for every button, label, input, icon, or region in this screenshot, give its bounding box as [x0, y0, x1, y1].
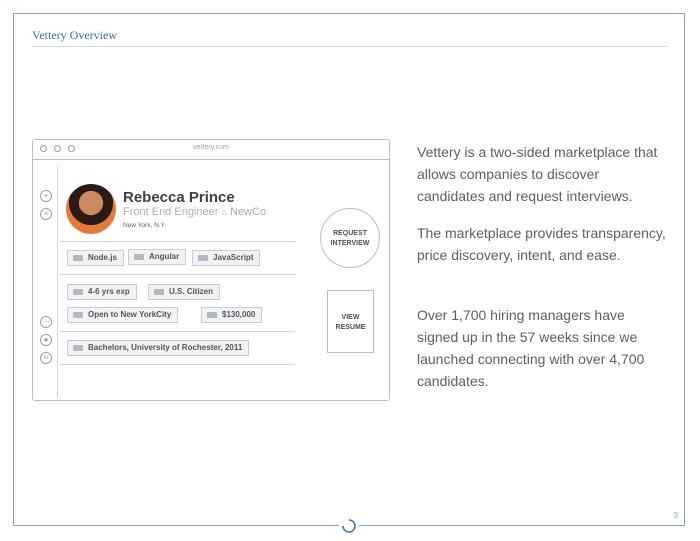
building-icon: ⌂: [221, 207, 227, 217]
title-divider: [32, 46, 668, 47]
folder-icon: [134, 254, 144, 260]
view-resume-button[interactable]: VIEW RESUME: [327, 290, 374, 353]
more-icon[interactable]: ⋯: [42, 317, 50, 326]
description-paragraph: The marketplace provides transparency, price discovery, intent, and ease.: [417, 225, 666, 263]
skill-tag: Node.js: [67, 250, 124, 266]
pin-icon: [73, 312, 83, 318]
education-icon: [73, 345, 83, 351]
github-icon[interactable]: ●: [40, 334, 52, 346]
candidate-name: Rebecca Prince: [123, 189, 235, 206]
citizenship-tag: U.S. Citizen: [148, 284, 220, 300]
company-name: NewCo: [229, 206, 267, 218]
section-divider: [59, 241, 295, 242]
skill-tag: JavaScript: [192, 250, 260, 266]
flag-icon: [154, 289, 164, 295]
dollar-icon: [207, 312, 217, 318]
section-divider: [59, 274, 295, 275]
request-interview-button[interactable]: REQUEST INTERVIEW: [320, 208, 380, 268]
skill-tag: Angular: [128, 249, 186, 265]
candidate-role: [123, 206, 266, 218]
section-divider: [59, 331, 295, 332]
add-icon[interactable]: +: [40, 190, 52, 202]
folder-icon: [198, 255, 208, 261]
location-preference-tag: Open to New YorkCity: [67, 307, 178, 323]
slide-title: Vettery Overview: [32, 28, 117, 42]
browser-toolbar: [33, 140, 389, 160]
salary-tag: $130,000: [201, 307, 262, 323]
role-title: Front End Engineer: [123, 206, 219, 218]
description-paragraph: Vettery is a two-sided marketplace that allows companies to discover candidates and request interviews.: [417, 144, 658, 204]
footer-logo-icon: [339, 518, 359, 534]
section-divider: [59, 364, 295, 365]
experience-tag: 4-6 yrs exp: [67, 284, 137, 300]
close-icon[interactable]: ×: [40, 208, 52, 220]
page-number: 3: [673, 511, 678, 520]
description-paragraph: Over 1,700 hiring managers have signed up in the 57 weeks since we launched connecting with over 4,700 candidates.: [417, 307, 645, 389]
linkedin-icon[interactable]: in: [40, 352, 52, 364]
sidebar-divider: [57, 166, 58, 398]
browser-url: vettery.com: [193, 144, 229, 151]
browser-mockup: [32, 139, 390, 401]
document-icon: [73, 289, 83, 295]
candidate-location: New York, N.Y.: [123, 222, 166, 229]
folder-icon: [73, 255, 83, 261]
education-tag: Bachelors, University of Rochester, 2011: [67, 340, 249, 356]
avatar: [66, 184, 116, 234]
